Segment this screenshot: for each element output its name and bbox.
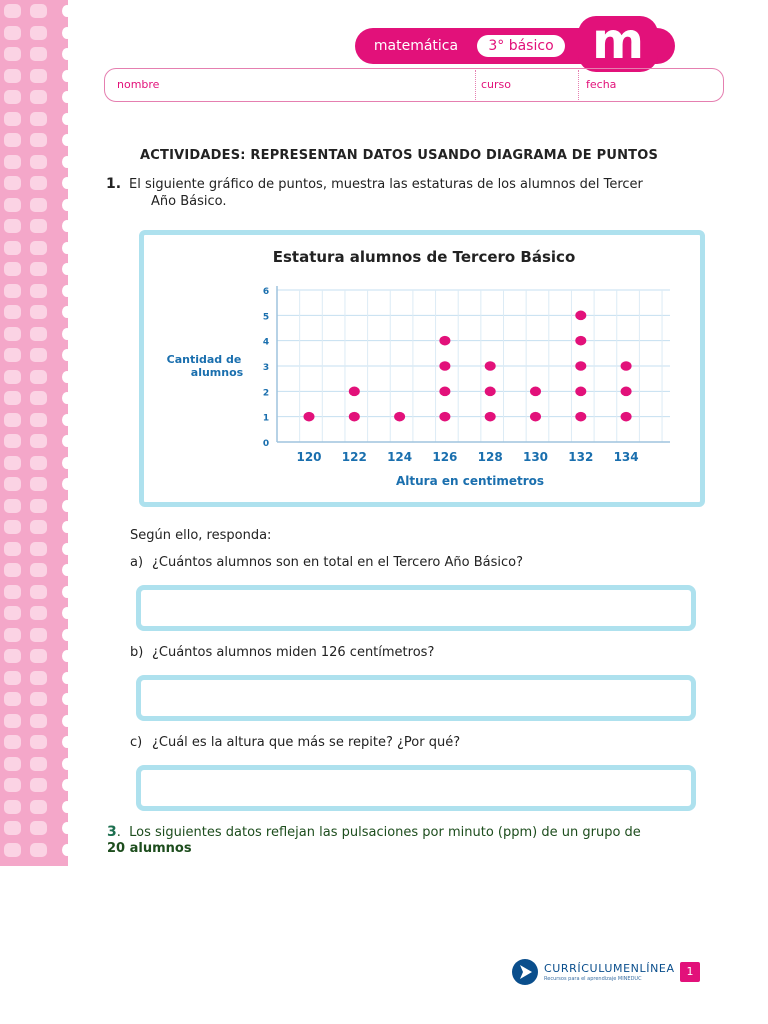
binding-hole bbox=[4, 563, 21, 577]
binding-notch bbox=[62, 779, 68, 791]
binding-hole bbox=[4, 434, 21, 448]
field-divider bbox=[578, 70, 579, 100]
binding-notch bbox=[62, 113, 68, 125]
binding-hole bbox=[30, 434, 47, 448]
curriculum-logo-subtext: Recursos para el aprendizaje MINEDUC bbox=[544, 976, 642, 982]
binding-notch bbox=[62, 414, 68, 426]
x-tick-label: 130 bbox=[522, 450, 549, 464]
binding-hole bbox=[30, 176, 47, 190]
binding-notch bbox=[62, 70, 68, 82]
binding-notch bbox=[62, 220, 68, 232]
question-1-text bbox=[129, 176, 689, 210]
question-3-dot: . bbox=[116, 825, 121, 840]
question-1-line-2: Año Básico. bbox=[151, 194, 227, 209]
instruction-text: Según ello, responda: bbox=[130, 528, 272, 543]
binding-hole bbox=[4, 284, 21, 298]
binding-hole bbox=[4, 391, 21, 405]
binding-notch bbox=[62, 736, 68, 748]
binding-notch bbox=[62, 564, 68, 576]
question-a bbox=[130, 555, 523, 570]
binding-hole bbox=[30, 671, 47, 685]
binding-hole bbox=[4, 155, 21, 169]
binding-hole bbox=[30, 155, 47, 169]
binding-hole bbox=[30, 305, 47, 319]
data-dot bbox=[439, 361, 450, 371]
binding-hole bbox=[30, 843, 47, 857]
binding-hole bbox=[30, 348, 47, 362]
binding-notch bbox=[62, 349, 68, 361]
curriculum-logo-text: CURRÍCULUMENLÍNEA bbox=[544, 962, 675, 975]
data-dot bbox=[621, 361, 632, 371]
y-tick-label: 6 bbox=[262, 287, 270, 297]
data-dot bbox=[394, 412, 405, 422]
binding-hole bbox=[4, 671, 21, 685]
name-field-label: nombre bbox=[117, 78, 160, 91]
field-divider bbox=[475, 70, 476, 100]
binding-hole bbox=[4, 69, 21, 83]
binding-hole bbox=[4, 262, 21, 276]
binding-notch bbox=[62, 607, 68, 619]
binding-hole bbox=[30, 112, 47, 126]
x-axis-label: Altura en centimetros bbox=[395, 474, 545, 488]
binding-notch bbox=[62, 392, 68, 404]
binding-notch bbox=[62, 500, 68, 512]
binding-hole bbox=[4, 219, 21, 233]
y-axis-label-line-2: alumnos bbox=[190, 366, 244, 379]
binding-hole bbox=[30, 606, 47, 620]
binding-hole bbox=[4, 735, 21, 749]
binding-hole bbox=[30, 241, 47, 255]
binding-hole bbox=[30, 821, 47, 835]
binding-hole bbox=[4, 456, 21, 470]
binding-notch bbox=[62, 693, 68, 705]
binding-notch bbox=[62, 801, 68, 813]
binding-notch bbox=[62, 91, 68, 103]
answer-box-b[interactable] bbox=[136, 675, 696, 721]
binding-notch bbox=[62, 844, 68, 856]
x-tick-label: 132 bbox=[568, 450, 594, 464]
data-dot bbox=[349, 387, 360, 397]
question-3-text: Los siguientes datos reflejan las pulsaciones por minuto (ppm) de un grupo de bbox=[129, 825, 641, 840]
data-dot bbox=[621, 412, 632, 422]
question-c-letter: c) bbox=[130, 735, 143, 750]
x-tick-label: 134 bbox=[613, 450, 639, 464]
play-arrow-icon bbox=[512, 959, 538, 985]
x-tick-label: 120 bbox=[296, 450, 322, 464]
binding-notch bbox=[62, 134, 68, 146]
binding-hole bbox=[30, 563, 47, 577]
course-field-label: curso bbox=[481, 78, 512, 91]
question-1-number: 1. bbox=[106, 176, 122, 192]
binding-hole bbox=[30, 800, 47, 814]
question-a-letter: a) bbox=[130, 555, 144, 570]
question-a-text: ¿Cuántos alumnos son en total en el Tercero Año Básico? bbox=[152, 555, 523, 570]
binding-notch bbox=[62, 650, 68, 662]
data-dot bbox=[530, 387, 541, 397]
binding-notch bbox=[62, 48, 68, 60]
data-dot bbox=[439, 387, 450, 397]
question-b-text: ¿Cuántos alumnos miden 126 centímetros? bbox=[152, 645, 435, 660]
binding-hole bbox=[4, 477, 21, 491]
data-dot bbox=[304, 412, 315, 422]
binding-notch bbox=[62, 371, 68, 383]
binding-hole bbox=[4, 585, 21, 599]
binding-hole bbox=[30, 456, 47, 470]
binding-hole bbox=[4, 821, 21, 835]
grade-label: 3° básico bbox=[477, 35, 565, 57]
binding-notch bbox=[62, 263, 68, 275]
y-tick-label: 4 bbox=[262, 337, 270, 348]
x-tick-label: 126 bbox=[432, 450, 458, 464]
binding-hole bbox=[30, 735, 47, 749]
activity-heading: ACTIVIDADES: REPRESENTAN DATOS USANDO DIAGRAMA DE PUNTOS bbox=[140, 148, 659, 163]
y-tick-label: 2 bbox=[262, 388, 270, 399]
binding-hole bbox=[30, 520, 47, 534]
binding-hole bbox=[4, 778, 21, 792]
data-dot bbox=[439, 412, 450, 422]
data-dot bbox=[349, 412, 360, 422]
binding-hole bbox=[30, 69, 47, 83]
binding-hole bbox=[30, 47, 47, 61]
binding-hole bbox=[30, 26, 47, 40]
binding-hole bbox=[4, 348, 21, 362]
binding-notch bbox=[62, 5, 68, 17]
binding-hole bbox=[4, 26, 21, 40]
question-1-line-1: El siguiente gráfico de puntos, muestra las estaturas de los alumnos del Tercer bbox=[129, 177, 643, 192]
binding-hole bbox=[30, 413, 47, 427]
binding-notch bbox=[62, 478, 68, 490]
binding-notch bbox=[62, 672, 68, 684]
binding-hole bbox=[4, 47, 21, 61]
binding-hole bbox=[30, 391, 47, 405]
binding-hole bbox=[30, 585, 47, 599]
binding-notch bbox=[62, 435, 68, 447]
binding-notch bbox=[62, 822, 68, 834]
binding-hole bbox=[30, 198, 47, 212]
binding-hole bbox=[4, 520, 21, 534]
question-b-letter: b) bbox=[130, 645, 144, 660]
question-c-text: ¿Cuál es la altura que más se repite? ¿Por qué? bbox=[152, 735, 461, 750]
binding-hole bbox=[30, 692, 47, 706]
binding-notch bbox=[62, 715, 68, 727]
binding-hole bbox=[30, 649, 47, 663]
curriculum-logo-icon bbox=[512, 959, 538, 985]
data-dot bbox=[575, 311, 586, 321]
binding-notch bbox=[62, 629, 68, 641]
data-dot bbox=[575, 412, 586, 422]
chart-title: Estatura alumnos de Tercero Básico bbox=[272, 248, 576, 266]
binding-hole bbox=[30, 628, 47, 642]
binding-notch bbox=[62, 457, 68, 469]
binding-hole bbox=[4, 90, 21, 104]
data-dot bbox=[575, 361, 586, 371]
binding-hole bbox=[4, 714, 21, 728]
y-tick-label: 5 bbox=[262, 312, 270, 323]
binding-hole bbox=[4, 327, 21, 341]
binding-hole bbox=[30, 477, 47, 491]
binding-notch bbox=[62, 199, 68, 211]
binding-hole bbox=[30, 714, 47, 728]
binding-hole bbox=[4, 606, 21, 620]
answer-box-a[interactable] bbox=[136, 585, 696, 631]
math-logo-badge: m bbox=[578, 16, 658, 72]
binding-hole bbox=[4, 628, 21, 642]
x-tick-label: 128 bbox=[477, 450, 503, 464]
subject-label: matemática bbox=[373, 38, 459, 54]
question-3-bold-text: 20 alumnos bbox=[107, 841, 192, 856]
page-number: 1 bbox=[680, 962, 700, 982]
binding-hole bbox=[4, 757, 21, 771]
binding-notch bbox=[62, 177, 68, 189]
question-c bbox=[130, 735, 460, 750]
binding-hole bbox=[4, 692, 21, 706]
binding-hole bbox=[30, 4, 47, 18]
binding-hole bbox=[4, 241, 21, 255]
binding-hole bbox=[4, 800, 21, 814]
binding-hole bbox=[4, 305, 21, 319]
binding-hole bbox=[4, 843, 21, 857]
binding-hole bbox=[4, 4, 21, 18]
data-dot bbox=[485, 361, 496, 371]
binding-notch bbox=[62, 27, 68, 39]
data-dot bbox=[575, 336, 586, 346]
binding-hole bbox=[30, 499, 47, 513]
binding-hole bbox=[4, 176, 21, 190]
binding-hole bbox=[4, 542, 21, 556]
data-dot bbox=[575, 387, 586, 397]
binding-hole bbox=[30, 262, 47, 276]
data-dot bbox=[485, 412, 496, 422]
binding-hole bbox=[30, 370, 47, 384]
binding-notch bbox=[62, 285, 68, 297]
binding-hole bbox=[4, 649, 21, 663]
question-3-number: 3 bbox=[107, 824, 117, 840]
binding-notch bbox=[62, 543, 68, 555]
y-tick-label: 0 bbox=[262, 439, 270, 449]
data-dot bbox=[439, 336, 450, 346]
x-tick-label: 122 bbox=[341, 450, 367, 464]
binding-hole bbox=[30, 133, 47, 147]
y-axis-label-line-1: Cantidad de bbox=[166, 353, 242, 366]
binding-notch bbox=[62, 242, 68, 254]
data-dot bbox=[485, 387, 496, 397]
binding-hole bbox=[30, 219, 47, 233]
binding-hole bbox=[30, 757, 47, 771]
binding-hole bbox=[4, 370, 21, 384]
x-tick-label: 124 bbox=[387, 450, 413, 464]
answer-box-c[interactable] bbox=[136, 765, 696, 811]
question-3 bbox=[107, 824, 707, 857]
data-dot bbox=[530, 412, 541, 422]
data-dot bbox=[621, 387, 632, 397]
binding-hole bbox=[30, 284, 47, 298]
binding-notch bbox=[62, 328, 68, 340]
y-tick-label: 3 bbox=[262, 363, 270, 373]
y-tick-label: 1 bbox=[262, 413, 270, 424]
binding-hole bbox=[4, 413, 21, 427]
binding-hole bbox=[4, 198, 21, 212]
binding-notch bbox=[62, 586, 68, 598]
binding-hole bbox=[30, 778, 47, 792]
binding-hole bbox=[30, 327, 47, 341]
binding-hole bbox=[4, 499, 21, 513]
binding-hole bbox=[4, 133, 21, 147]
binding-notch bbox=[62, 156, 68, 168]
binding-notch bbox=[62, 306, 68, 318]
binding-hole bbox=[30, 542, 47, 556]
notebook-binding bbox=[0, 0, 68, 866]
student-info-bar bbox=[104, 68, 724, 102]
binding-hole bbox=[4, 112, 21, 126]
question-b bbox=[130, 645, 434, 660]
binding-hole bbox=[30, 90, 47, 104]
binding-notch bbox=[62, 521, 68, 533]
date-field-label: fecha bbox=[586, 78, 617, 91]
binding-notch bbox=[62, 758, 68, 770]
dot-plot-chart bbox=[144, 235, 700, 502]
